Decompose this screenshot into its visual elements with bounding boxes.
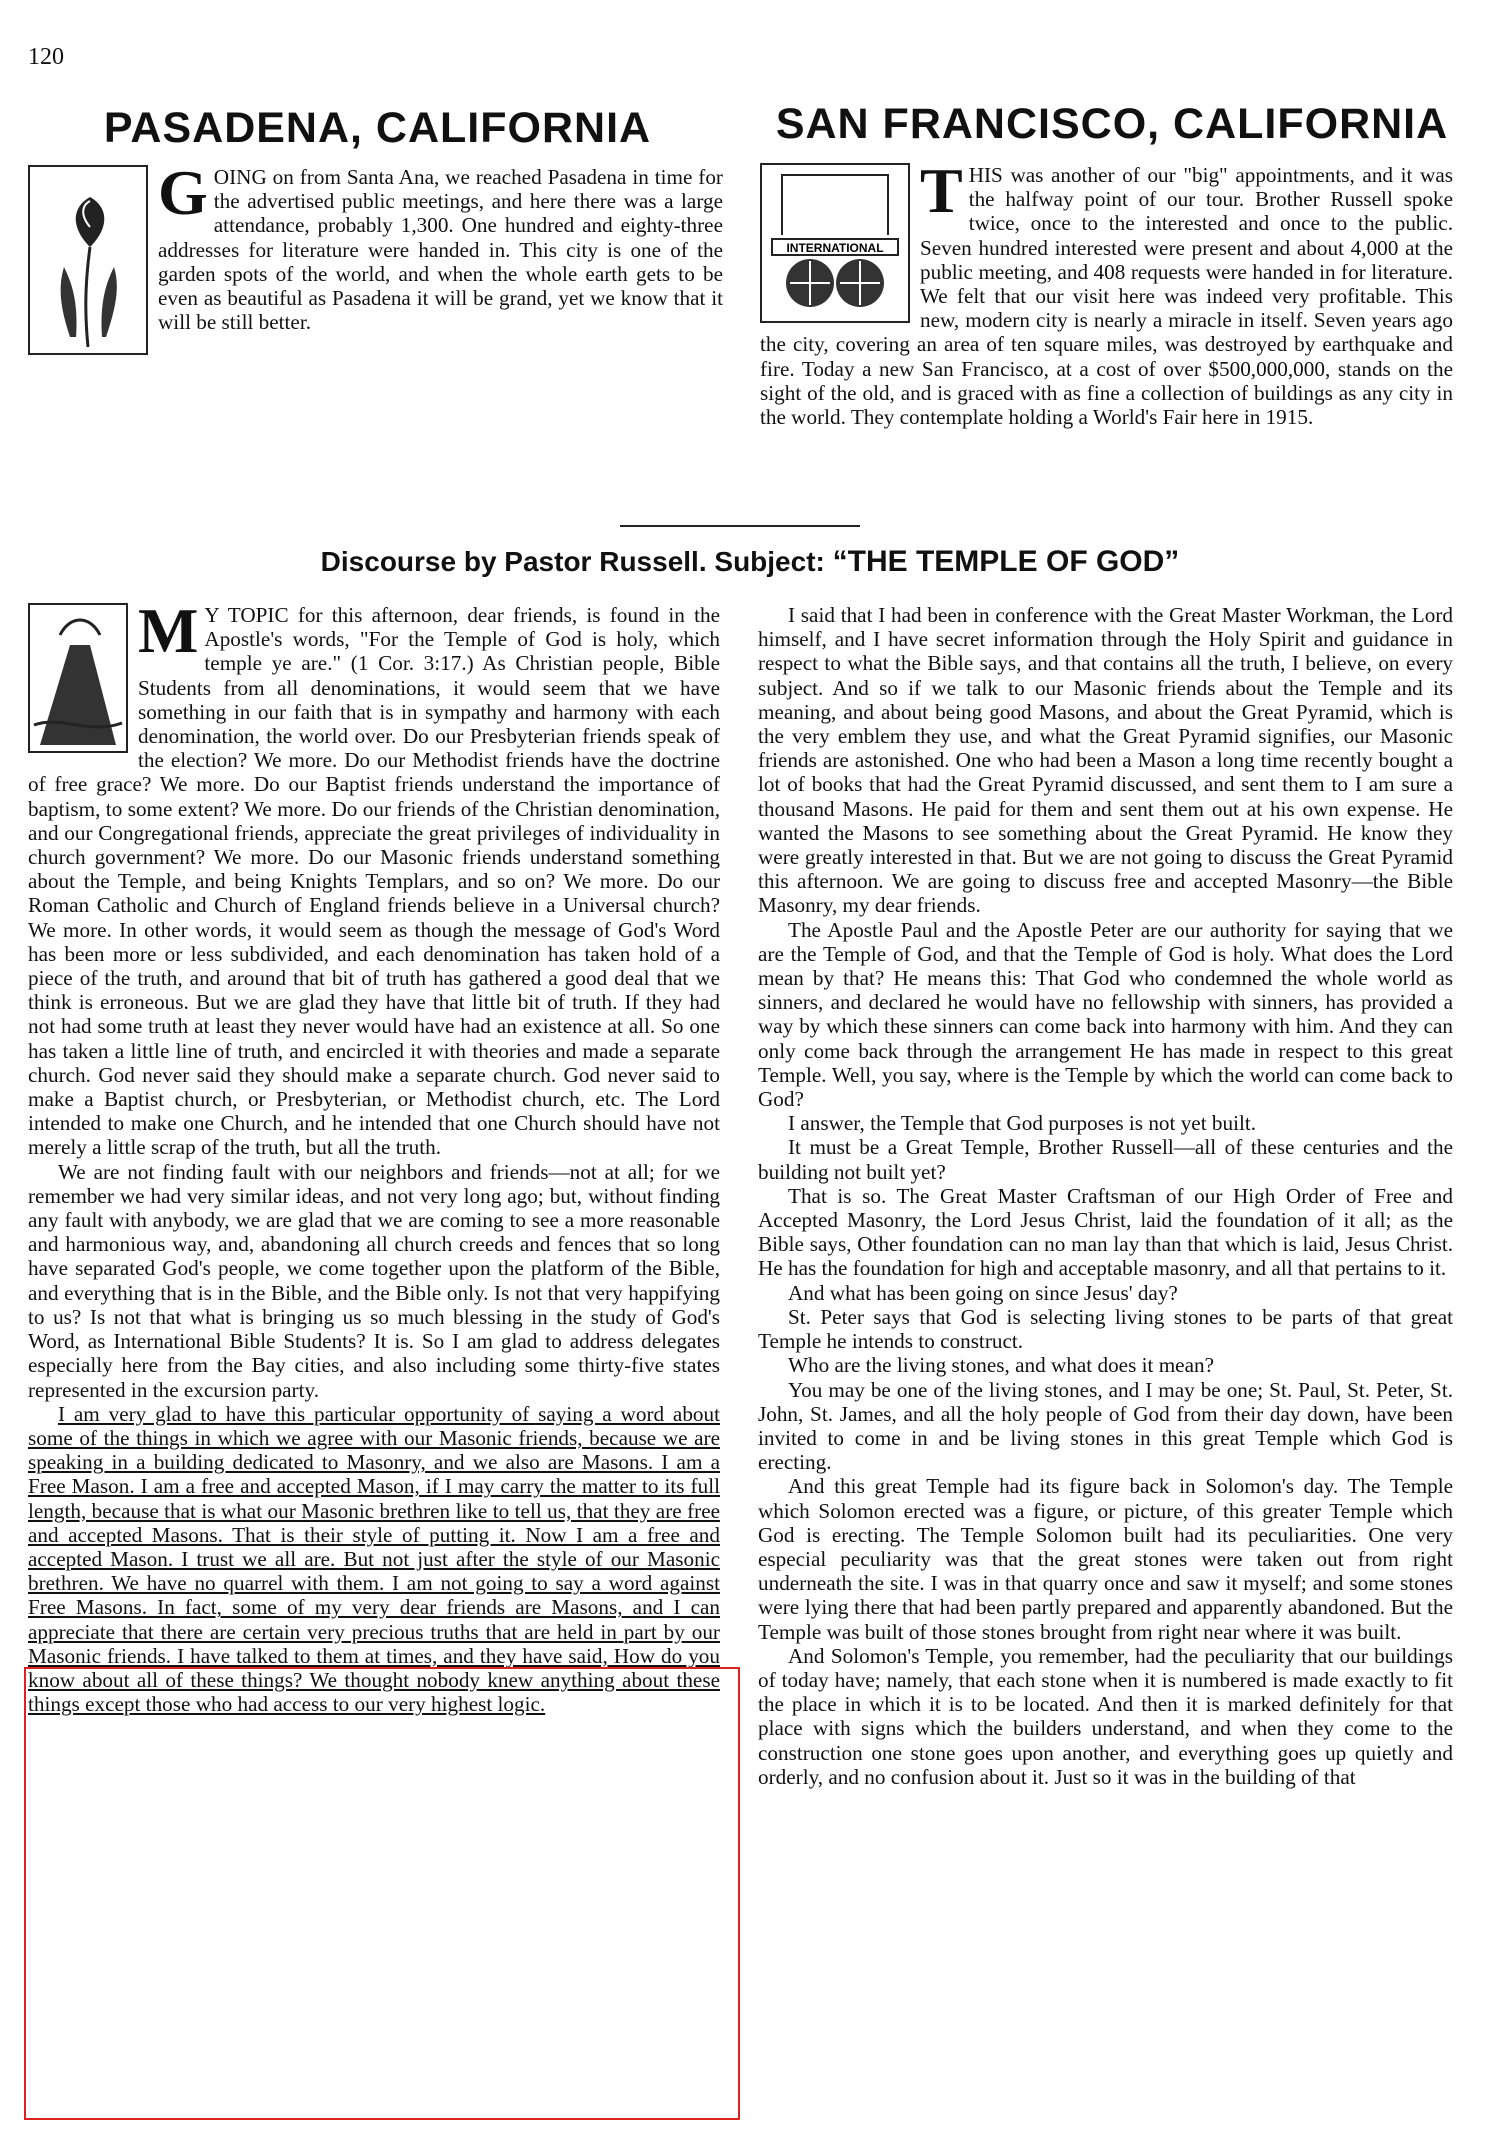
divider <box>620 525 860 527</box>
sanfrancisco-dropcap: T <box>920 155 963 226</box>
discourse-dropcap: M <box>138 595 199 666</box>
paragraph: And Solomon's Temple, you remember, had the peculiarity that our buildings of today have; namely, that each stone when it is numbered is made exactly to fit the place in which it is to be located. And then it is marked definitely for that place with signs which the builders understand, and when they come to the construction one stone goes upon another, and everything goes up quietly and orderly, and no confusion about it. Just so it was in the building of that <box>758 1643 1453 1789</box>
flower-ornament-icon <box>28 165 148 355</box>
paragraph: Who are the living stones, and what does it mean? <box>788 1353 1214 1378</box>
discourse-heading <box>0 545 1500 579</box>
paragraph: You may be one of the living stones, and I may be one; St. Paul, St. Peter, St. John, St. James, and all the holy people of God from their day down, have been invited to come in and be living stones in this great Temple which God is erecting. <box>758 1377 1453 1475</box>
left-column <box>28 595 720 1717</box>
paragraph: I answer, the Temple that God purposes is not yet built. <box>788 1111 1257 1136</box>
badge-text: INTERNATIONAL <box>786 241 884 255</box>
paragraph: It must be a Great Temple, Brother Russell—all of these centuries and the building not built yet? <box>758 1135 1453 1184</box>
paragraph <box>28 595 720 1160</box>
annotation-highlight-box <box>24 1667 740 2120</box>
paragraph: That is so. The Great Master Craftsman of our High Order of Free and Accepted Masonry, the Lord Jesus Christ, laid the foundation of it all; as the Bible says, Other foundation can no man lay than that which is laid, Jesus Christ. He has the foundation for high and acceptable masonry, and all that pertains to it. <box>758 1183 1453 1281</box>
pasadena-title: PASADENA, CALIFORNIA <box>103 104 652 152</box>
paragraph: I said that I had been in conference with the Great Master Workman, the Lord himself, and I have secret information through the Holy Spirit and guidance in respect to what the Bible says, and that contains all the truth, I believe, on every subject. And so if we talk to our Masonic friends about the Temple and its meaning, and about being good Masons, and about the Great Pyramid, which is the very emblem they use, and what the Great Pyramid signifies, our Masonic friends are astonished. One who had been a Mason a long time recently bought a lot of books that had the Great Pyramid discussed, and sent them to I am sure a thousand Masons. He paid for them and sent them out at his own expense. He wanted the Masons to see something about the Great Pyramid. He know they were greatly interested in that. But we are not going to discuss the Great Pyramid this afternoon. We are going to discuss free and accepted Masonry—the Bible Masonry, my dear friends. <box>758 603 1453 918</box>
discourse-subject-label: Subject: <box>714 546 825 577</box>
pasadena-article <box>28 157 723 359</box>
paragraph: And this great Temple had its figure back in Solomon's day. The Temple which Solomon erected was a figure, or picture, of this greater Temple which God is erecting. The Temple Solomon built had its peculiarities. One very especial peculiarity was that the great stones were taken out from right underneath the site. I was in that quarry once and saw it myself; and some stones were lying there that had been partly prepared and apparently abandoned. But the Temple was built of those stones brought from right near where it was built. <box>758 1474 1453 1644</box>
paragraph: The Apostle Paul and the Apostle Peter are our authority for saying that we are the Temple of God, and that the Temple of God is holy. What does the Lord mean by that? He means this: That God who condemned the whole world as sinners, and declared he would have no fellowship with sinners, has provided a way by which these sinners can come back into harmony with him. And they can only come back through the arrangement He has made in respect to this great Temple. Well, you say, where is the Temple by which the world can come back to God? <box>758 917 1453 1112</box>
sanfrancisco-text: HIS was another of our "big" appointments, and it was the halfway point of our tour. Brother Russell spoke twice, once to the interested and once to the public. Seven hundred interested were present and about 4,000 at the public meeting, and 408 requests were handed in for literature. We felt that our visit here was indeed very profitable. This new, modern city is nearly a miracle in itself. Seven years ago the city, covering an area of ten square miles, was destroyed by earthquake and fire. Today a new San Francisco, at a cost of over $500,000,000, stands on the sight of the old, and is graced with as fine a collection of buildings as any city in the world. They contemplate holding a World's Fair here in 1915. <box>760 163 1453 430</box>
pasadena-text: OING on from Santa Ana, we reached Pasadena in time for the advertised public meetings, and here there was a large attendance, probably 1,300. One hundred and eighty-three addresses for literature were handed in. This city is one of the garden spots of the world, and when the whole earth gets to be even as beautiful as Pasadena it will be grand, yet we know that it will be still better. <box>158 165 723 335</box>
globe-ornament-icon <box>760 163 910 323</box>
paragraph-text: Y TOPIC for this afternoon, dear friends, is found in the Apostle's words, "For the Temple of God is holy, which temple ye are." (1 Cor. 3:17.) As Christian people, Bible Students from all denominations, it would seem that we have something in our faith that is in sympathy and harmony with each denomination, the world over. Do our Presbyterian friends speak of the election? We more. Do our Methodist friends have the doctrine of free grace? We more. Do our Baptist friends understand the importance of baptism, to some extent? We more. Do our friends of the Christian denomination, and our Congregational friends, appreciate the great privileges of individuality in church government? We more. Do our Masonic friends understand something about the Temple, and being Knights Templars, and so on? We more. Do our Roman Catholic and Church of England friends believe in a Universal church? We more. In other words, it would seem as though the message of God's Word has been more or less subdivided, and each denomination has taken hold of a piece of the truth, and around that bit of truth has gathered a good deal that we think is erroneous. But we are glad they have that little bit of truth. If they had not had some truth at least they never would have had an existence at all. So one has taken a little line of truth, and encircled it with theories and made a separate church. God never said they should make a separate church. God never said to make a Baptist church, or Presbyterian, or Methodist church, etc. The Lord intended to make one Church, and he intended that one Church should have not merely a little scrap of the truth, but all the truth. <box>28 603 720 1160</box>
paragraph: We are not finding fault with our neighbors and friends—not at all; for we remember we had very similar ideas, and not very long ago; but, without finding any fault with anybody, we are glad that we are coming to see a more reasonable and harmonious way, and, abandoning all church creeds and fences that so long have separated God's people, we come together upon the platform of the Bible, and everything that is in the Bible, and the Bible only. Is not that very happifying to us? Is not that what is bringing us so much blessing in the study of God's Word, as International Bible Students? It is. So I am glad to address delegates especially here from the Bay cities, and also including some thirty-five states represented in the excursion party. <box>28 1159 720 1402</box>
paragraph: And what has been going on since Jesus' day? <box>788 1280 1178 1305</box>
paragraph: St. Peter says that God is selecting living stones to be parts of that great Temple he intends to construct. <box>758 1304 1453 1354</box>
discourse-subject: “THE TEMPLE OF GOD” <box>832 545 1180 578</box>
sanfrancisco-article <box>760 155 1453 430</box>
lighthouse-ornament-icon <box>28 603 128 753</box>
sanfrancisco-title: SAN FRANCISCO, CALIFORNIA <box>775 100 1449 148</box>
right-column <box>758 603 1453 1789</box>
highlighted-paragraph: I am very glad to have this particular opportunity of saying a word about some of the things in which we agree with our Masonic friends, because we are speaking in a building dedicated to Masonry, and we also are Masons. I am a Free Mason. I am a free and accepted Mason, if I may carry the matter to its full length, because that is what our Masonic brethren like to tell us, that they are free and accepted Masons. That is their style of putting it. Now I am a free and accepted Mason. I trust we all are. But not just after the style of our Masonic brethren. We have no quarrel with them. I am not going to say a word against Free Masons. In fact, some of my very dear friends are Masons, and I can appreciate that there are certain very precious truths that are held in part by our Masonic friends. I have talked to them at times, and they have said, How do you know about all of these things? We thought nobody knew anything about these things except those who had access to our very highest logic. <box>28 1401 720 1717</box>
pasadena-dropcap: G <box>158 157 208 228</box>
discourse-label: Discourse by Pastor Russell. <box>320 546 707 577</box>
page-number: 120 <box>28 44 64 70</box>
